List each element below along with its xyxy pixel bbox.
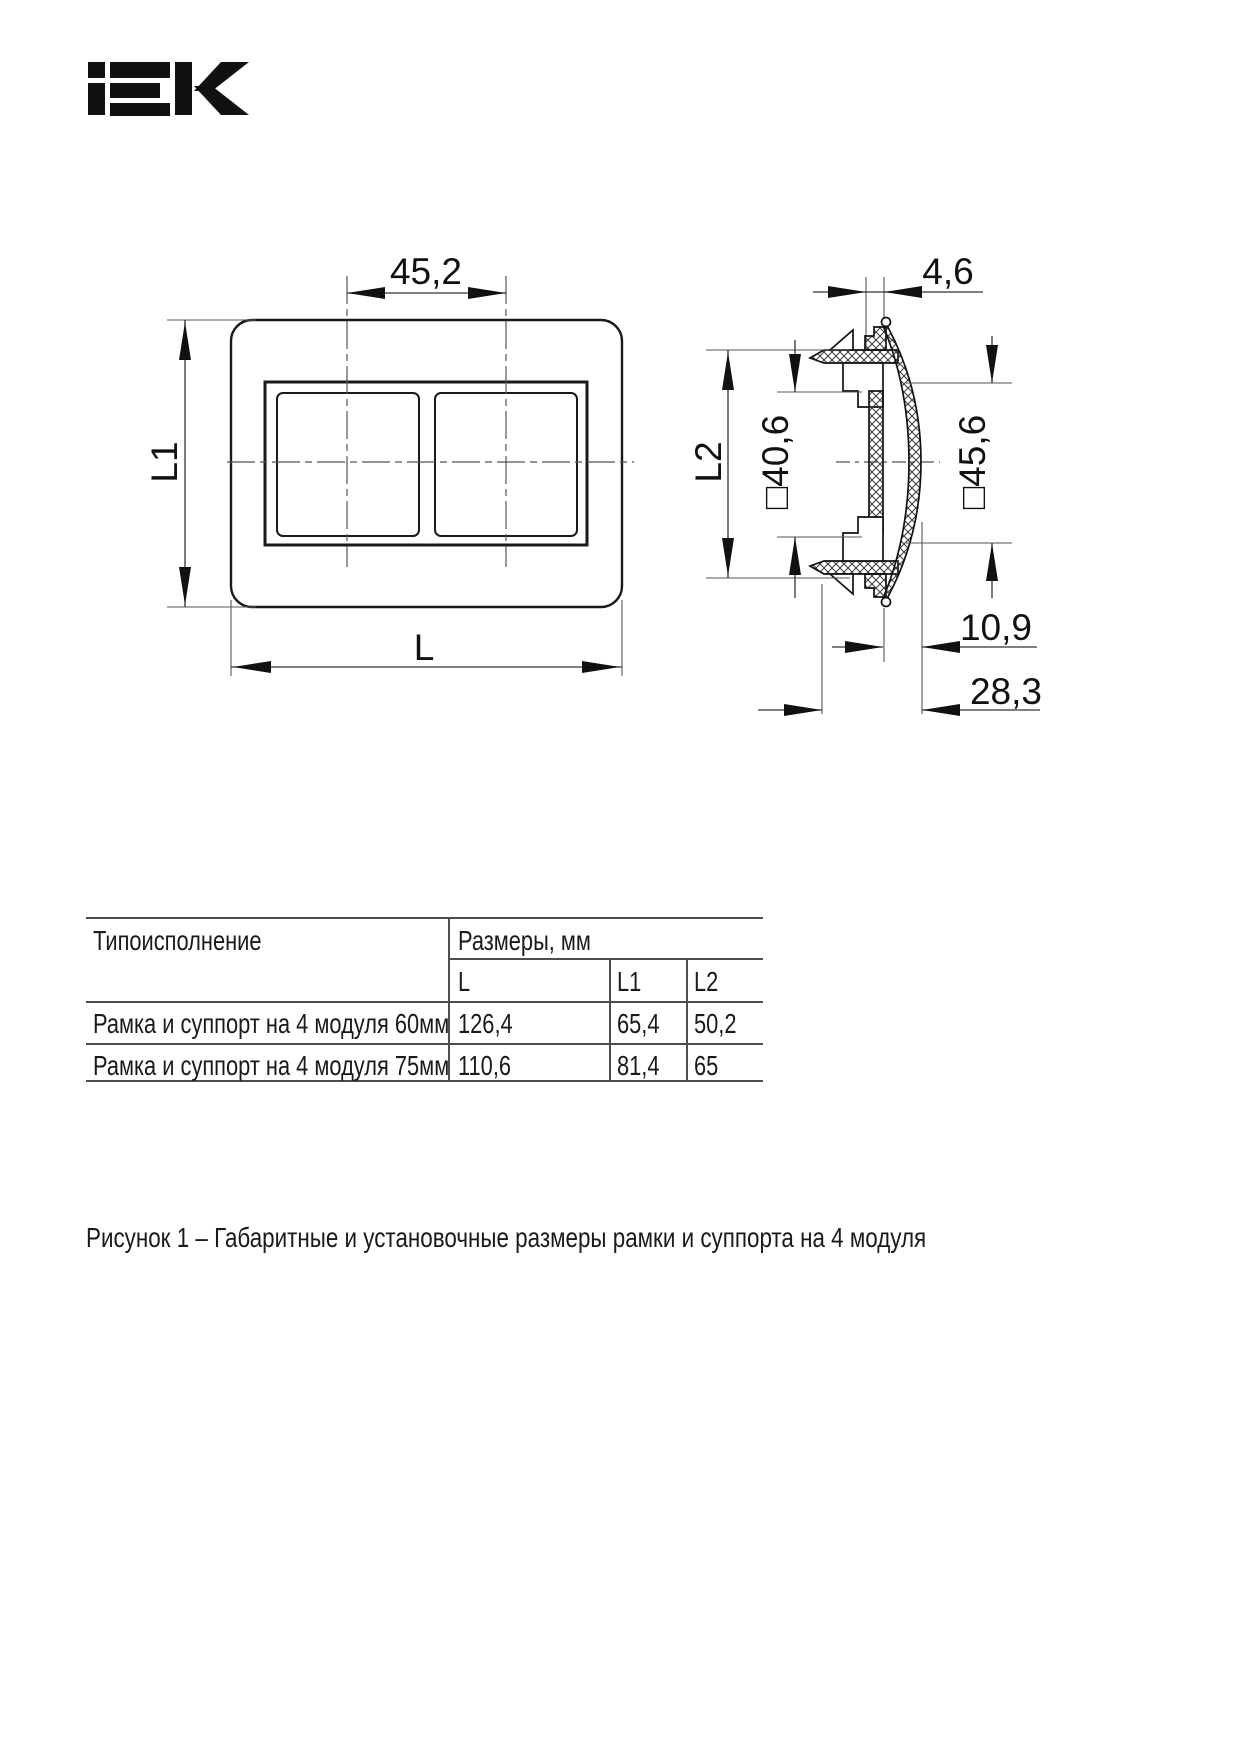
arrowhead [784,704,822,716]
front-view-drawing [144,251,634,676]
table-header-sizes: Размеры, мм [458,925,591,956]
arrowhead [179,567,191,605]
table-border [686,958,688,1082]
arrowhead [468,287,506,299]
clip-step-top [865,327,886,350]
dim-label-45-6: □45,6 [952,414,993,510]
arrowhead [233,661,271,673]
table-row-L2: 65 [694,1050,719,1081]
table-header-type: Типоисполнение [93,925,262,956]
dim-label-4-6: 4,6 [922,251,974,292]
logo-k-lower-arm [194,86,249,115]
table-subheader-L1: L1 [617,966,642,997]
dim-label-45-2: 45,2 [389,251,463,292]
arrowhead [986,345,998,383]
table-row-type: Рамка и суппорт на 4 модуля 60мм [93,1008,450,1039]
cover-tip-bottom [882,598,891,607]
logo-i-dot [88,62,105,78]
table-border [86,917,763,919]
table-row-L1: 81,4 [617,1050,660,1081]
support-wall [869,391,883,533]
arrowhead [828,286,866,298]
support-body-bottom [843,517,883,561]
clip-step-bottom [865,574,886,597]
dim-label-10-9: 10,9 [959,607,1033,648]
table-row-L2: 50,2 [694,1008,737,1039]
table-border [609,958,611,1082]
support-flange-top [810,350,898,363]
table-subheader-L: L [458,966,471,997]
table-row-L1: 65,4 [617,1008,660,1039]
table-row-L: 126,4 [458,1008,513,1039]
logo-e-bar-mid [110,83,160,98]
arrowhead [179,322,191,360]
section-view-drawing [688,251,1042,716]
table-border [86,1001,763,1003]
dim-label-28-3: 28,3 [969,671,1043,712]
figure-caption: Рисунок 1 – Габаритные и установочные размеры рамки и суппорта на 4 модуля [86,1222,927,1253]
arrowhead [789,537,801,575]
arrowhead [922,641,960,653]
table-row-L: 110,6 [458,1050,512,1081]
arrowhead [722,538,734,576]
dim-label-40-6: □40,6 [755,414,796,510]
logo-e-bar-bottom [110,103,170,116]
arrowhead [347,287,385,299]
table-subheader-L2: L2 [694,966,719,997]
clip-hook-bottom [830,574,853,594]
module-window-left [277,393,419,536]
logo-e-bar-top [110,62,170,78]
cover-tip-top [882,318,891,327]
table-border [86,1043,763,1045]
dimensions-table [86,917,763,1082]
arrowhead [922,704,960,716]
clip-hook-top [830,330,853,350]
support-flange-bottom [810,561,898,574]
logo-i-stem [88,83,105,115]
dim-label-L1: L1 [144,441,185,483]
dim-label-L2: L2 [688,441,729,483]
table-border [448,958,763,960]
table-row-type: Рамка и суппорт на 4 модуля 75мм [93,1050,450,1081]
arrowhead [986,543,998,581]
arrowhead [789,354,801,392]
arrowhead [884,286,922,298]
arrowhead [845,641,883,653]
logo-k-stem [175,62,192,115]
dim-label-L: L [413,627,435,668]
iek-logo [88,62,249,116]
arrowhead [582,661,620,673]
arrowhead [722,352,734,390]
